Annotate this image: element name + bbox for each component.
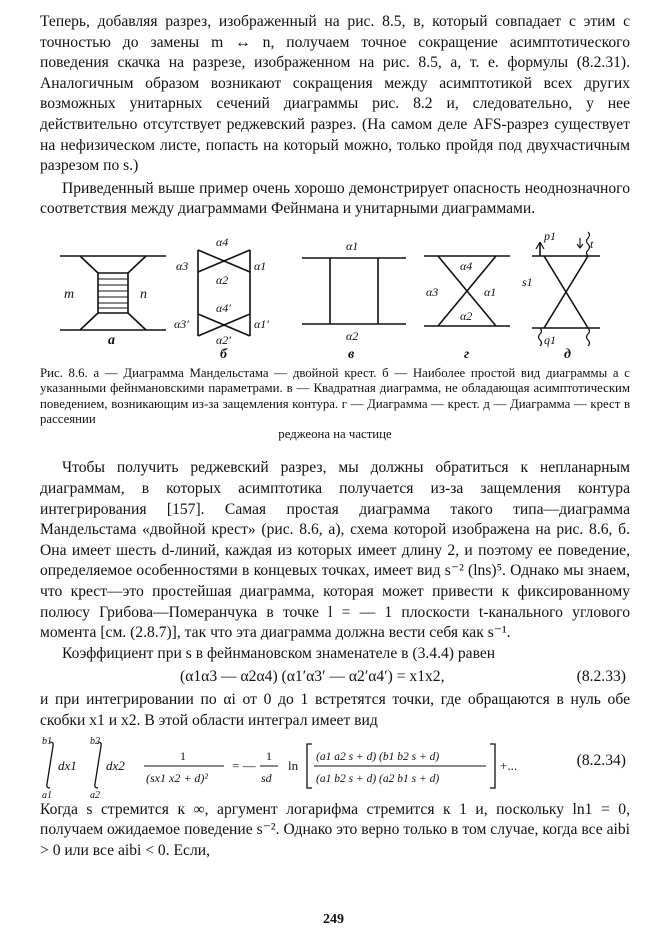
page-body — [40, 12, 630, 861]
label-b: б — [220, 346, 227, 362]
figure-8-6 — [40, 228, 630, 362]
arg-num: (a1 a2 s + d) (b1 b2 s + d) — [316, 750, 440, 763]
equation-number-2: (8.2.34) — [576, 751, 626, 769]
label-g-alpha3: α3 — [426, 284, 439, 299]
limit-a1: a1 — [42, 789, 52, 801]
limit-b2: b2 — [90, 735, 100, 747]
label-b-alpha2: α2 — [216, 272, 229, 287]
label-v-alpha2: α2 — [346, 328, 359, 343]
label-b-alpha1: α1 — [254, 258, 267, 273]
equals-minus: = — — [232, 757, 256, 773]
label-b-alpha3: α3 — [176, 258, 189, 273]
dx1: dx1 — [58, 757, 77, 773]
paragraph-1: Теперь, добавляя разрез, изображенный на рис. 8.5, в, который совпадает с этим с точностью до замены m ↔ n, получаем точное сокращение асимптотического поведения скачка на разрезе, изображенном на рис. 8.5, а, т. е. формулы (8.2.31). Аналогичным образом возникают сокращения между асимптотикой всех других возможных унитарных сечений диаграммы рис. 8.2 и, следовательно, у нее действительно отсутствует реджевский разрез. (На самом деле AFS-разрез существует на нефизическом листе, попасть на который можно, только пройдя под двухчастичным разрезом по s.) — [40, 13, 630, 175]
label-d-p1: p1 — [544, 228, 556, 243]
page-number: 249 — [323, 912, 344, 927]
label-b-alpha2p: α2′ — [216, 332, 231, 347]
paragraph-5: и при интегрировании по αi от 0 до 1 встретятся точки, где обращаются в нуль обе скобки x1 и x2. В этой области интеграл имеет вид — [40, 691, 630, 729]
limit-a2: a2 — [90, 789, 100, 801]
diagram-a — [60, 256, 166, 348]
diagram-v — [302, 239, 406, 362]
paragraph-2: Приведенный выше пример очень хорошо демонстрирует опасность неоднозначного соответствия между диаграммами Фейнмана и унитарными диаграммами. — [40, 179, 630, 218]
paragraph-6: Когда s стремится к ∞, аргумент логарифма стремится к 1 и, поскольку ln1 = 0, получаем ожидаемое поведение s⁻². Однако это верно только в том случае, когда все aibi > 0 или все aibi < 0. Если, — [40, 800, 630, 859]
frac2-den: sd — [261, 770, 272, 785]
label-b-alpha3p: α3′ — [174, 316, 189, 331]
frac2-num: 1 — [266, 748, 272, 763]
label-d: д — [564, 346, 571, 362]
label-a: а — [108, 332, 115, 348]
figure-caption — [40, 366, 630, 442]
label-m: m — [64, 286, 75, 302]
limit-b1: b1 — [42, 735, 52, 747]
paragraph-4: Коэффициент при s в фейнмановском знаменателе в (3.4.4) равен — [62, 644, 496, 662]
series-tail: +... — [500, 757, 518, 773]
frac1-num: 1 — [180, 748, 186, 763]
diagram-d — [522, 229, 600, 362]
label-n: n — [140, 286, 147, 302]
arg-den: (a1 b2 s + d) (a2 b1 s + d) — [316, 772, 440, 785]
caption-text: Рис. 8.6. а — Диаграмма Мандельстама — двойной крест. б — Наиболее простой вид диаграммы а с указанными фейнмановскими параметрами. в — Квадратная диаграмма, не обладающая асимптотическим поведением, возникающим из-за защемления контура. г — Диаграмма — крест. д — Диаграмма — крест в рассеянии — [40, 365, 630, 426]
label-g-alpha1: α1 — [484, 284, 497, 299]
equation-8-2-34 — [40, 732, 630, 800]
equation-8-2-33 — [40, 664, 630, 690]
paragraph-3: Чтобы получить реджевский разрез, мы должны обратиться к непланарным диаграммам, в которых асимптотика получается из-за защемления контура интегрирования [157]. Самая простая диаграмма такого типа—диаграмма Мандельстама «двойной крест» (рис. 8.6, а), схема которой изображена на рис. 8.6, б. Она имеет шесть d-линий, каждая из которых имеет длину 2, и поэтому ее поведение, определяемое особенностями в концевых точках, имеет вид s⁻² (lns)⁵. Однако мы знаем, что крест—это простейшая диаграмма, которая может привести к фиксированному полюсу Грибова—Померанчука в точке l = — 1 плоскости t-канального углового момента [см. (2.8.7)], так что эта диаграмма должна вести себя как s⁻¹. — [40, 459, 630, 642]
equation-body: (α1α3 — α2α4) (α1′α3′ — α2′α4′) = x1x2, — [180, 668, 445, 686]
label-v: в — [348, 346, 355, 362]
label-d-q1: q1 — [544, 332, 556, 347]
diagram-g — [424, 256, 510, 362]
equation-number: (8.2.33) — [576, 668, 626, 686]
label-b-alpha4p: α4′ — [216, 300, 231, 315]
caption-last-line: реджеона на частице — [278, 427, 392, 442]
integral-formula — [40, 732, 560, 800]
label-d-s1: s1 — [522, 274, 533, 289]
label-g-alpha4: α4 — [460, 258, 473, 273]
label-b-alpha4: α4 — [216, 234, 229, 249]
label-d-t: t — [590, 236, 594, 251]
label-v-alpha1: α1 — [346, 238, 359, 253]
ln-label: ln — [288, 757, 299, 773]
figure-diagrams — [40, 228, 630, 362]
label-g-alpha2: α2 — [460, 308, 473, 323]
label-g: г — [464, 346, 470, 362]
dx2: dx2 — [106, 757, 125, 773]
diagram-b — [174, 235, 269, 362]
label-b-alpha1p: α1′ — [254, 316, 269, 331]
frac1-den: (sx1 x2 + d)² — [146, 770, 209, 785]
